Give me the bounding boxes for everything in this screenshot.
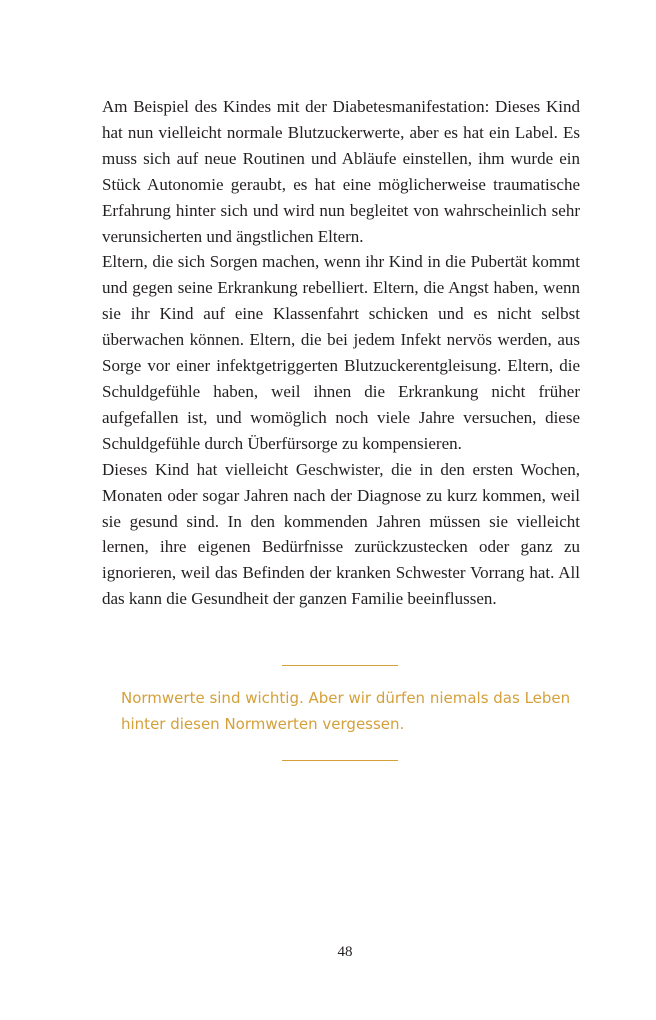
pull-quote-line: hinter diesen Normwerten vergessen. [121,715,405,733]
pull-quote-top-rule [282,665,398,666]
paragraph-diabetes-child: Am Beispiel des Kindes mit der Diabetesmanifestation: Dieses Kind hat nun vielleicht normale Blutzuckerwerte, aber es hat ein Label. Es muss sich auf neue Routinen und Abläufe einstellen, ihm wurde ein Stück Autonomie geraubt, es hat eine möglicherweise traumatische Erfahrung hinter sich und wird nun begleitet von wahrscheinlich sehr verunsicherten und ängstlichen Eltern. [102,97,580,246]
page-number: 48 [337,944,353,960]
body-text [102,94,580,612]
paragraph-parents-worries: Eltern, die sich Sorgen machen, wenn ihr Kind in die Pubertät kommt und gegen seine Erkrankung rebelliert. Eltern, die Angst haben, wenn sie ihr Kind auf eine Klassenfahrt schicken und es nicht selbst überwachen können. Eltern, die bei jedem Infekt nervös werden, aus Sorge vor einer infektgetriggerten Blutzuckerentgleisung. Eltern, die Schuldgefühle haben, weil ihnen die Erkrankung nicht früher aufgefallen ist, und womöglich noch viele Jahre versuchen, diese Schuldgefühle durch Überfürsorge zu kompensieren. [102,252,580,453]
paragraph-siblings: Dieses Kind hat vielleicht Geschwister, die in den ersten Wochen, Monaten oder sogar Jahren nach der Diagnose zu kurz kommen, weil sie gesund sind. In den kommenden Jahren müssen sie vielleicht lernen, ihre eigenen Bedürfnisse zurückzustecken oder ganz zu ignorieren, weil das Befinden der kranken Schwester Vorrang hat. All das kann die Gesundheit der ganzen Familie beeinflussen. [102,459,580,609]
pull-quote-line: Normwerte sind wichtig. Aber wir dürfen niemals das Leben [121,689,571,707]
pull-quote [121,685,581,737]
pull-quote-bottom-rule [282,760,398,761]
